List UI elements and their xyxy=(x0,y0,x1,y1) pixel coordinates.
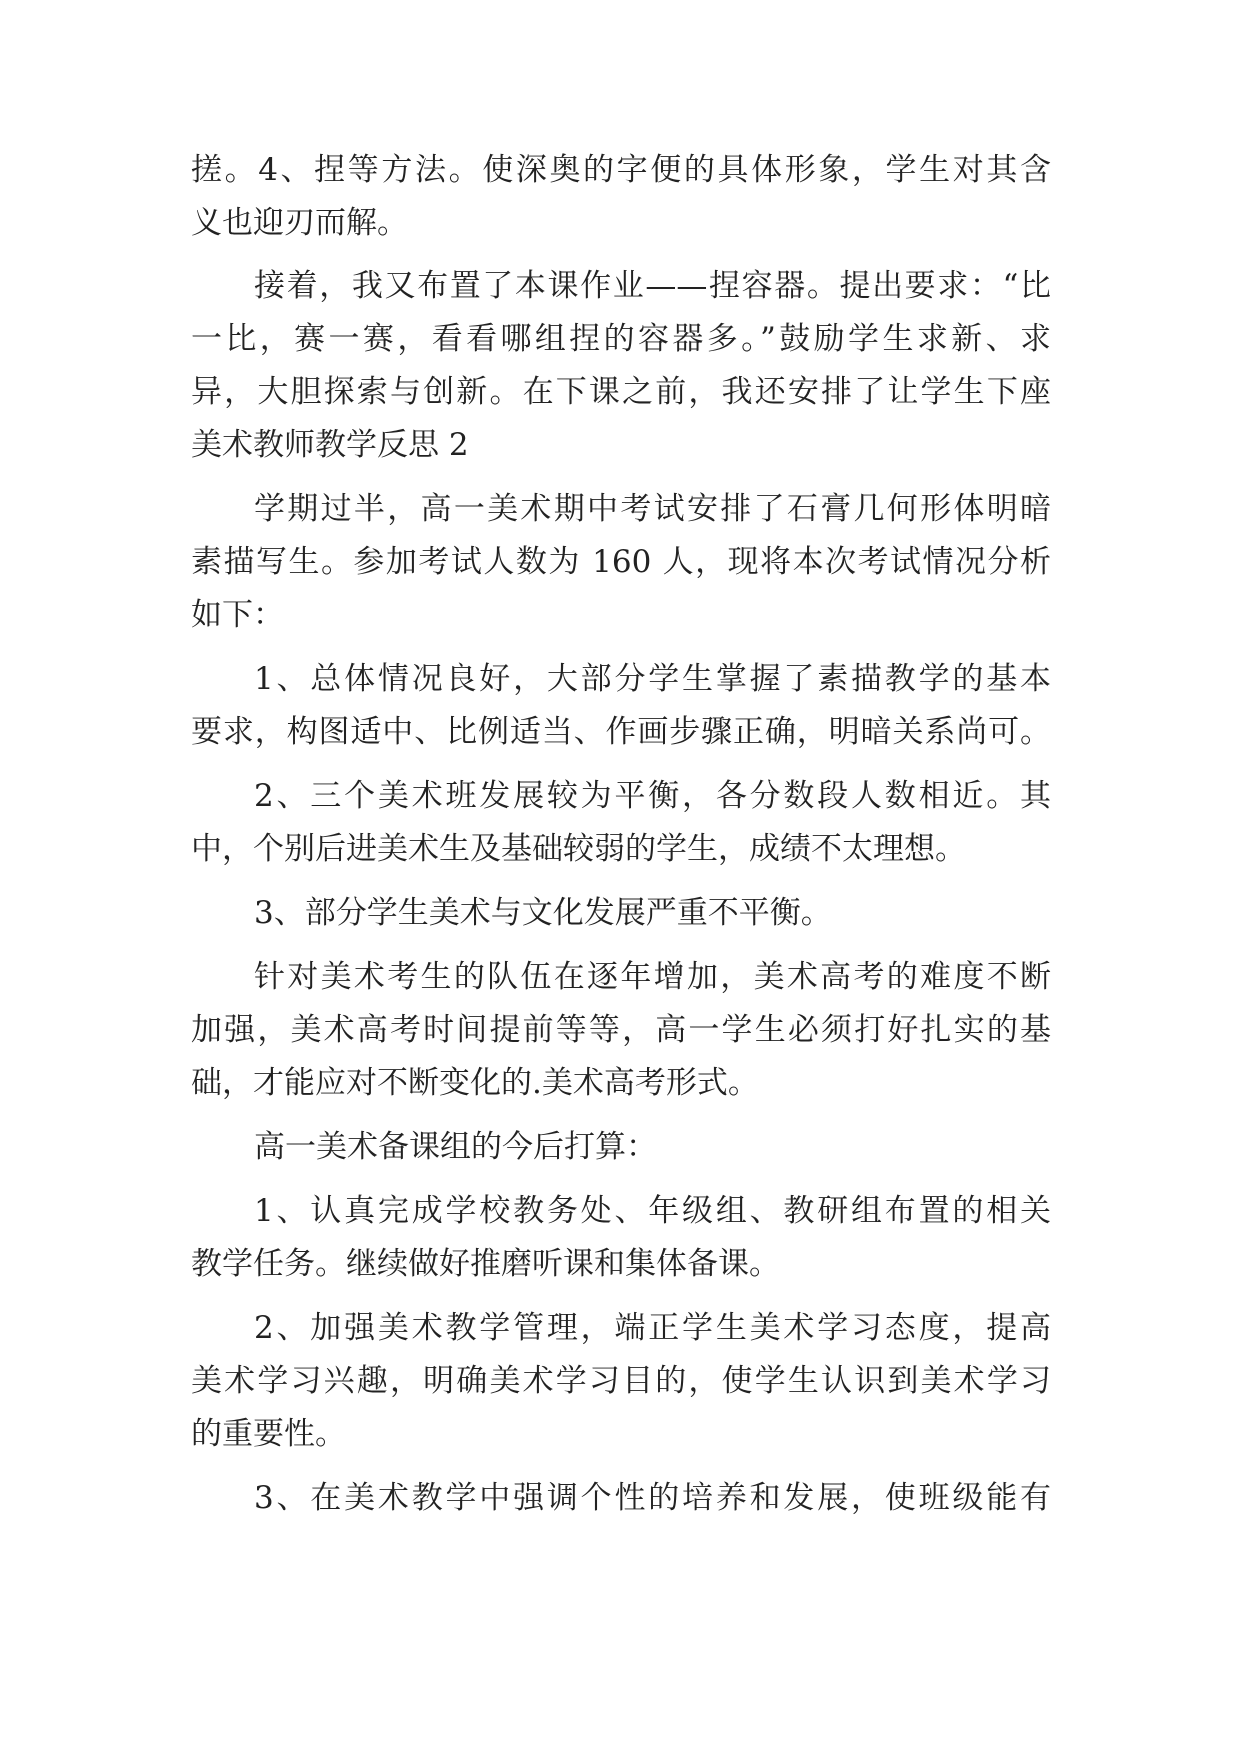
text-line: 3、部分学生美术与文化发展严重不平衡。 xyxy=(254,895,832,931)
text-line: 础，才能应对不断变化的.美术高考形式。 xyxy=(191,1065,759,1101)
text-line: 加强，美术高考时间提前等等，高一学生必须打好扎实的基 xyxy=(191,1012,1051,1048)
text-line: 1、总体情况良好，大部分学生掌握了素描教学的基本 xyxy=(254,661,1051,697)
section-title: 美术教师教学反思 2 xyxy=(191,427,469,463)
text-line: 一比，赛一赛，看看哪组捏的容器多。”鼓励学生求新、求 xyxy=(191,321,1051,357)
text-line: 的重要性。 xyxy=(191,1416,346,1452)
text-line: 接着，我又布置了本课作业——捏容器。提出要求：“比 xyxy=(254,268,1051,304)
text-line: 素描写生。参加考试人数为 160 人，现将本次考试情况分析 xyxy=(191,544,1051,580)
text-line: 要求，构图适中、比例适当、作画步骤正确，明暗关系尚可。 xyxy=(191,714,1051,750)
text-line: 2、加强美术教学管理，端正学生美术学习态度，提高 xyxy=(254,1310,1051,1346)
text-line: 教学任务。继续做好推磨听课和集体备课。 xyxy=(191,1246,780,1282)
text-line: 美术学习兴趣，明确美术学习目的，使学生认识到美术学习 xyxy=(191,1363,1051,1399)
text-line: 高一美术备课组的今后打算： xyxy=(254,1129,657,1165)
text-line: 异，大胆探索与创新。在下课之前，我还安排了让学生下座 xyxy=(191,374,1051,410)
text-line: 针对美术考生的队伍在逐年增加，美术高考的难度不断 xyxy=(254,959,1051,995)
text-line: 搓。4、捏等方法。使深奥的字便的具体形象，学生对其含 xyxy=(191,152,1051,188)
text-line: 学期过半，高一美术期中考试安排了石膏几何形体明暗 xyxy=(254,491,1051,527)
text-line: 义也迎刃而解。 xyxy=(191,205,408,241)
text-line: 如下： xyxy=(191,597,284,633)
text-line: 3、在美术教学中强调个性的培养和发展，使班级能有 xyxy=(254,1480,1051,1516)
text-line: 中，个别后进美术生及基础较弱的学生，成绩不太理想。 xyxy=(191,831,966,867)
text-line: 1、认真完成学校教务处、年级组、教研组布置的相关 xyxy=(254,1193,1051,1229)
text-line: 2、三个美术班发展较为平衡，各分数段人数相近。其 xyxy=(254,778,1051,814)
